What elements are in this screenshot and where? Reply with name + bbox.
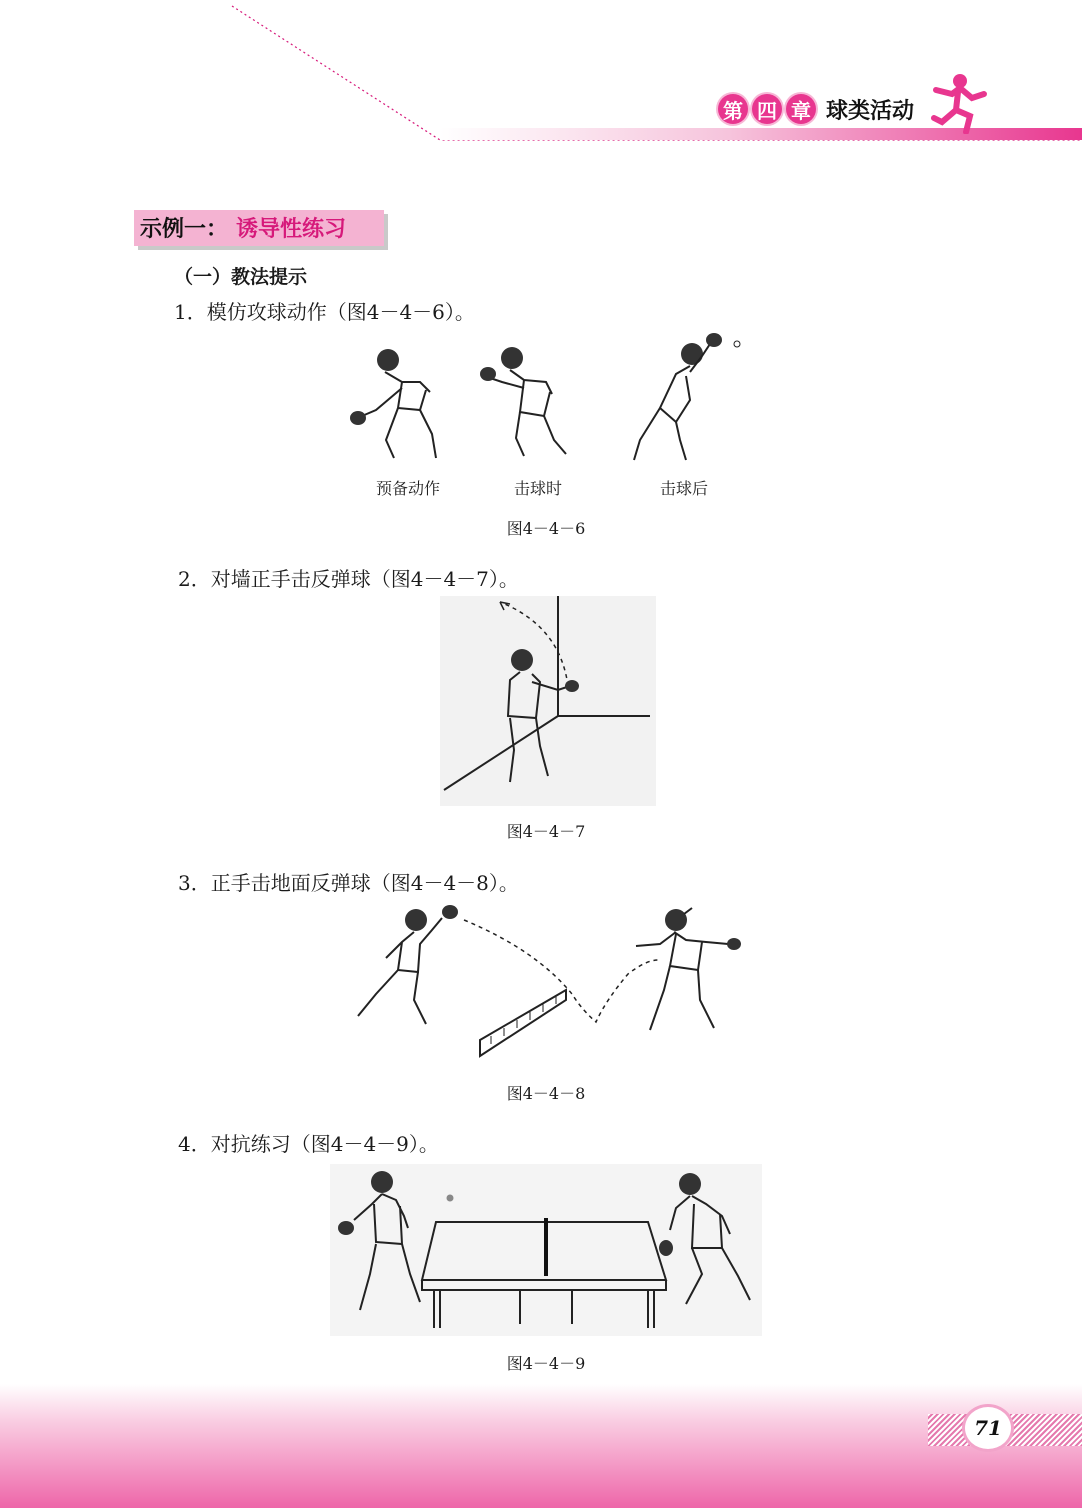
figure-4-4-9-illustration: [330, 1164, 762, 1336]
player-left-figure: [358, 905, 458, 1024]
figure-caption-4-4-8: 图4－4－8: [506, 1084, 586, 1103]
chapter-char: 四: [752, 94, 782, 124]
section-title: 诱导性练习: [236, 217, 347, 242]
figure-label-hit: 击球时: [513, 479, 562, 498]
figure-label-ready: 预备动作: [375, 479, 440, 498]
player-hitting-figure: [480, 347, 566, 456]
section-lead: 示例一：: [140, 217, 229, 242]
page-number: 71: [962, 1404, 1014, 1452]
chapter-header: [718, 92, 914, 126]
figure-4-4-7-illustration: [440, 596, 656, 806]
chapter-char: 第: [718, 94, 748, 124]
practice-item-1: 1．模仿攻球动作（图4－4－6）。: [174, 300, 475, 324]
chapter-char: 章: [786, 94, 816, 124]
figure-4-4-6-illustration: [340, 330, 760, 475]
player-follow-through-figure: [634, 333, 740, 460]
floor-net-barrier: [480, 990, 566, 1056]
runner-icon: [926, 72, 988, 134]
figure-4-4-8-illustration: [346, 900, 746, 1062]
figure-label-after: 击球后: [659, 479, 708, 498]
figure-caption-4-4-6: 图4－4－6: [506, 519, 586, 538]
practice-item-3: 3．正手击地面反弹球（图4－4－8）。: [178, 871, 519, 895]
footer-gradient: [0, 1384, 1082, 1508]
practice-item-2: 2．对墙正手击反弹球（图4－4－7）。: [178, 567, 519, 591]
player-right-figure: [636, 908, 741, 1030]
subheading: （一）教法提示: [174, 266, 308, 288]
chapter-topic: 球类活动: [826, 98, 915, 124]
figure-caption-4-4-7: 图4－4－7: [506, 822, 586, 841]
player-ready-figure: [350, 349, 436, 458]
practice-item-4: 4．对抗练习（图4－4－9）。: [178, 1132, 439, 1156]
figure-caption-4-4-9: 图4－4－9: [506, 1354, 586, 1373]
